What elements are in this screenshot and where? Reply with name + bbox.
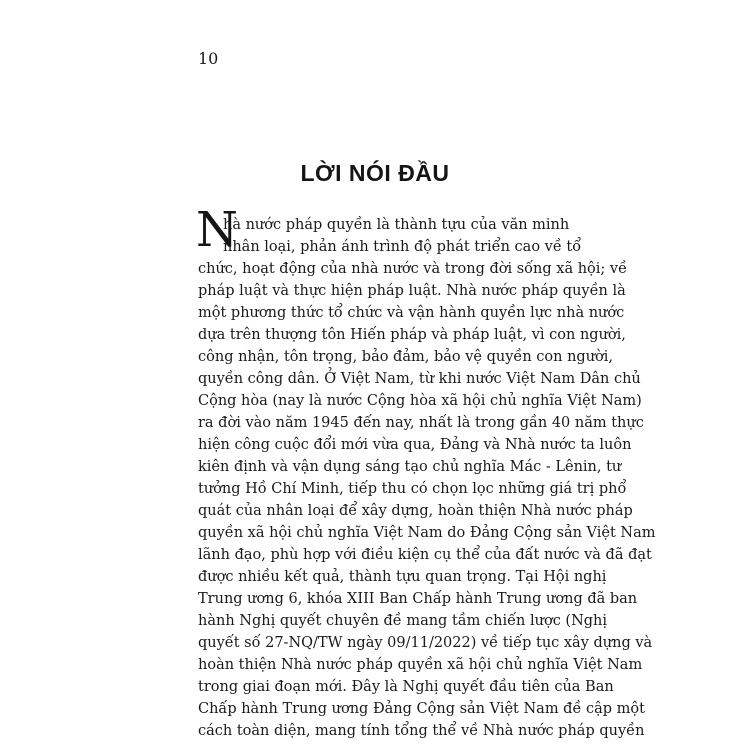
text-line: lãnh đạo, phù hợp với điều kiện cụ thể của đất nước và đã đạt: [198, 547, 652, 563]
text-line: dựa trên thượng tôn Hiến pháp và pháp luật, vì con người,: [198, 327, 626, 343]
text-line: pháp luật và thực hiện pháp luật. Nhà nước pháp quyền là: [198, 283, 626, 299]
body-paragraph: [198, 214, 656, 742]
text-line: hà nước pháp quyền là thành tựu của văn minh: [223, 217, 570, 233]
chapter-title: LỜI NÓI ĐẦU: [300, 160, 450, 186]
text-line: cách toàn diện, mang tính tổng thể về Nhà nước pháp quyền: [198, 723, 645, 739]
text-line: quyền công dân. Ở Việt Nam, từ khi nước Việt Nam Dân chủ: [198, 371, 641, 387]
text-line: trong giai đoạn mới. Đây là Nghị quyết đầu tiên của Ban: [198, 679, 614, 695]
text-line: kiên định và vận dụng sáng tạo chủ nghĩa Mác - Lênin, tư: [198, 459, 622, 475]
drop-cap: N: [196, 202, 238, 258]
text-line: tưởng Hồ Chí Minh, tiếp thu có chọn lọc những giá trị phổ: [198, 481, 627, 497]
text-line: chức, hoạt động của nhà nước và trong đời sống xã hội; về: [198, 261, 628, 277]
text-line: ra đời vào năm 1945 đến nay, nhất là trong gần 40 năm thực: [198, 415, 644, 431]
text-line: công nhận, tôn trọng, bảo đảm, bảo vệ quyền con người,: [198, 349, 614, 365]
text-line: nhân loại, phản ánh trình độ phát triển cao về tổ: [223, 239, 582, 255]
text-line: quyền xã hội chủ nghĩa Việt Nam do Đảng Cộng sản Việt Nam: [198, 525, 656, 541]
text-line: Cộng hòa (nay là nước Cộng hòa xã hội chủ nghĩa Việt Nam): [198, 393, 642, 409]
page-number: 10: [198, 49, 219, 68]
text-line: hiện công cuộc đổi mới vừa qua, Đảng và Nhà nước ta luôn: [198, 437, 632, 453]
text-line: được nhiều kết quả, thành tựu quan trọng. Tại Hội nghị: [198, 569, 607, 585]
text-line: hành Nghị quyết chuyên đề mang tầm chiến lược (Nghị: [198, 613, 608, 629]
text-line: hoàn thiện Nhà nước pháp quyền xã hội chủ nghĩa Việt Nam: [198, 657, 643, 673]
text-line: một phương thức tổ chức và vận hành quyền lực nhà nước: [198, 305, 625, 321]
text-line: quát của nhân loại để xây dựng, hoàn thiện Nhà nước pháp: [198, 503, 633, 519]
text-line: Chấp hành Trung ương Đảng Cộng sản Việt Nam đề cập một: [198, 701, 645, 717]
text-line: Trung ương 6, khóa XIII Ban Chấp hành Trung ương đã ban: [198, 591, 638, 607]
text-line: quyết số 27-NQ/TW ngày 09/11/2022) về tiếp tục xây dựng và: [198, 635, 653, 651]
